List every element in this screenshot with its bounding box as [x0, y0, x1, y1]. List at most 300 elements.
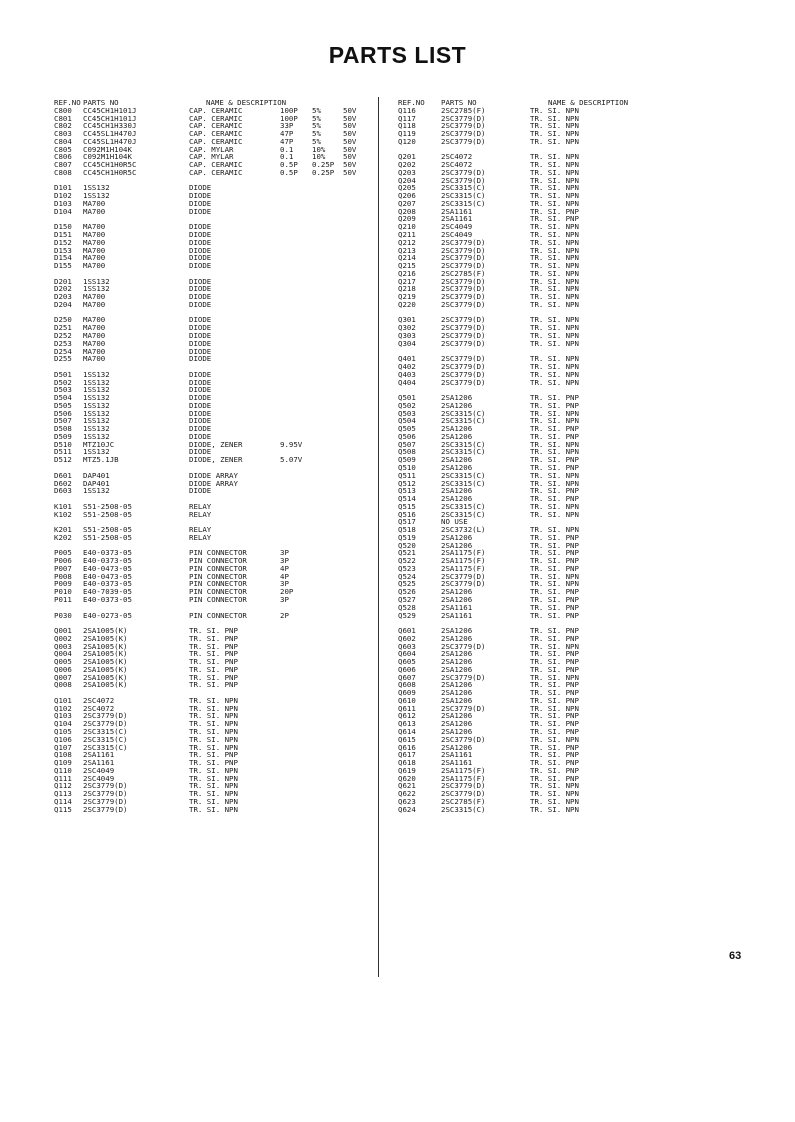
part-number: 2SC3779(D) [441, 703, 486, 713]
description: TR. SI. PNP [530, 455, 579, 465]
ref-no: D501 [54, 369, 72, 379]
description: DIODE [189, 330, 212, 340]
part-number: CC45CH1H101J [83, 113, 137, 123]
description: TR. SI. PNP [530, 486, 579, 496]
description: TR. SI. NPN [530, 268, 579, 278]
description: TR. SI. PNP [530, 540, 579, 550]
parts-row [398, 610, 579, 620]
ref-no: D151 [54, 230, 72, 240]
value: 0.5P [280, 160, 298, 170]
value: 33P [280, 121, 294, 131]
ref-no: Q301 [398, 315, 416, 325]
description: DIODE [189, 253, 212, 263]
description: TR. SI. PNP [530, 649, 579, 659]
ref-no: Q507 [398, 439, 416, 449]
ref-no: Q204 [398, 175, 416, 185]
ref-no: Q214 [398, 253, 416, 263]
description: TR. SI. PNP [189, 626, 238, 636]
part-number: E40-0273-05 [83, 610, 132, 620]
part-number: MTZ5.1JB [83, 455, 119, 465]
part-number: E40-0373-05 [83, 595, 132, 604]
description: RELAY [189, 532, 212, 542]
part-number: 2SA1206 [441, 424, 473, 434]
ref-no: Q002 [54, 633, 72, 643]
part-number: E40-0473-05 [83, 571, 132, 581]
description: TR. SI. NPN [189, 742, 238, 752]
description: TR. SI. NPN [189, 695, 238, 705]
value: 3P [280, 595, 289, 604]
part-number: 2SA1206 [441, 664, 473, 674]
ref-no: Q206 [398, 191, 416, 201]
description: TR. SI. NPN [530, 245, 579, 255]
parts-row [398, 377, 579, 387]
ref-no: Q212 [398, 237, 416, 247]
ref-no: Q514 [398, 494, 416, 504]
description: DIODE [189, 354, 212, 364]
description: DIODE [189, 245, 212, 255]
ref-no: Q519 [398, 532, 416, 542]
description: TR. SI. NPN [530, 160, 579, 170]
description: TR. SI. NPN [530, 781, 579, 791]
ref-no: Q525 [398, 579, 416, 589]
ref-no: Q403 [398, 369, 416, 379]
description: TR. SI. PNP [189, 750, 238, 760]
header-name-description: NAME & DESCRIPTION [548, 98, 629, 107]
part-number: 2SC3315(C) [441, 183, 486, 193]
ref-no: D503 [54, 385, 72, 395]
part-number: 2SC3732(L) [441, 525, 486, 535]
parts-row [54, 595, 289, 604]
ref-no: Q118 [398, 121, 416, 131]
page-title: PARTS LIST [328, 42, 467, 68]
value: 4P [280, 563, 289, 573]
description: TR. SI. PNP [530, 462, 579, 472]
description: PIN CONNECTOR [189, 595, 247, 604]
ref-no: Q210 [398, 222, 416, 232]
part-number: 2SC4049 [441, 230, 473, 240]
ref-no: Q201 [398, 152, 416, 162]
ref-no: D505 [54, 400, 72, 410]
description: TR. SI. NPN [530, 152, 579, 162]
description: PIN CONNECTOR [189, 587, 247, 597]
description: DIODE [189, 206, 212, 216]
ref-no: Q004 [54, 649, 72, 659]
ref-no: Q219 [398, 292, 416, 302]
description: TR. SI. NPN [530, 175, 579, 185]
description: CAP. CERAMIC [189, 113, 243, 123]
description: DIODE [189, 183, 212, 193]
parts-row [54, 486, 212, 496]
description: TR. SI. NPN [530, 338, 579, 348]
parts-row [54, 167, 357, 177]
description: TR. SI. NPN [189, 734, 238, 744]
description: DIODE [189, 369, 212, 379]
value: 0.1 [280, 144, 294, 154]
ref-no: Q617 [398, 750, 416, 760]
part-number: MA700 [83, 198, 106, 208]
description: TR. SI. NPN [530, 369, 579, 379]
description: TR. SI. PNP [530, 431, 579, 441]
description: TR. SI. NPN [530, 579, 579, 589]
ref-no: Q502 [398, 400, 416, 410]
description: TR. SI. PNP [530, 695, 579, 705]
ref-no: Q524 [398, 571, 416, 581]
value: 0.5P [280, 167, 298, 177]
part-number: 2SC3315(C) [441, 470, 486, 480]
part-number: 2SA1206 [441, 680, 473, 690]
part-number: 2SA1161 [441, 758, 473, 768]
part-number: 2SA1206 [441, 626, 473, 636]
ref-no: Q117 [398, 113, 416, 123]
description: RELAY [189, 501, 212, 511]
part-number: 2SC4072 [441, 160, 473, 170]
ref-no: K102 [54, 509, 72, 519]
part-number: 2SA1206 [441, 711, 473, 721]
description: TR. SI. PNP [530, 587, 579, 597]
ref-no: P010 [54, 587, 72, 597]
part-number: E40-0373-05 [83, 556, 132, 566]
part-number: 2SA1206 [441, 532, 473, 542]
part-number: 2SC3779(D) [441, 113, 486, 123]
ref-no: Q203 [398, 167, 416, 177]
description: TR. SI. PNP [189, 758, 238, 768]
description: TR. SI. NPN [189, 711, 238, 721]
ref-no: K202 [54, 532, 72, 542]
description: TR. SI. PNP [530, 602, 579, 612]
ref-no: Q304 [398, 338, 416, 348]
value: 100P [280, 105, 298, 115]
part-number: 2SA1005(K) [83, 657, 128, 667]
part-number: 1SS132 [83, 191, 110, 201]
parts-row [54, 299, 212, 309]
part-number: 2SC3779(D) [441, 377, 486, 387]
part-number: CC45CH1H101J [83, 105, 137, 115]
ref-no: Q526 [398, 587, 416, 597]
part-number: 2SC3779(D) [441, 330, 486, 340]
description: TR. SI. NPN [530, 703, 579, 713]
description: PIN CONNECTOR [189, 556, 247, 566]
ref-no: Q529 [398, 610, 416, 620]
part-number: 2SA1206 [441, 455, 473, 465]
ref-no: D512 [54, 455, 72, 465]
ref-no: Q510 [398, 462, 416, 472]
description: TR. SI. NPN [530, 292, 579, 302]
description: TR. SI. PNP [530, 711, 579, 721]
ref-no: D103 [54, 198, 72, 208]
ref-no: P007 [54, 563, 72, 573]
part-number: 2SA1175(F) [441, 556, 486, 566]
ref-no: Q202 [398, 160, 416, 170]
ref-no: Q209 [398, 214, 416, 224]
description: TR. SI. PNP [530, 688, 579, 698]
description: CAP. CERAMIC [189, 136, 243, 146]
ref-no: D153 [54, 245, 72, 255]
part-number: MA700 [83, 237, 106, 247]
part-number: S51-2508-05 [83, 501, 132, 511]
ref-no: Q516 [398, 509, 416, 519]
part-number: 1SS132 [83, 377, 110, 387]
ref-no: Q509 [398, 455, 416, 465]
part-number: 2SC3779(D) [441, 136, 486, 146]
parts-row [54, 261, 212, 271]
tolerance: 5% [312, 136, 321, 146]
part-number: DAP401 [83, 470, 110, 480]
part-number: 2SC3779(D) [83, 711, 128, 721]
description: TR. SI. PNP [530, 773, 579, 783]
ref-no: Q114 [54, 796, 72, 806]
ref-no: Q501 [398, 393, 416, 403]
part-number: C092M1H104K [83, 152, 132, 162]
description: TR. SI. NPN [189, 727, 238, 737]
part-number: MA700 [83, 253, 106, 263]
ref-no: Q602 [398, 633, 416, 643]
ref-no: Q208 [398, 206, 416, 216]
part-number: 2SA1161 [441, 750, 473, 760]
part-number: MA700 [83, 338, 106, 348]
description: TR. SI. NPN [530, 284, 579, 294]
description: DIODE [189, 198, 212, 208]
value: 3P [280, 579, 289, 589]
part-number: 2SA1206 [441, 657, 473, 667]
ref-no: C800 [54, 105, 72, 115]
description: TR. SI. PNP [530, 610, 579, 620]
part-number: 2SC2785(F) [441, 105, 486, 115]
description: TR. SI. PNP [189, 680, 238, 690]
part-number: MA700 [83, 315, 106, 325]
parts-row [54, 354, 212, 364]
part-number: 1SS132 [83, 486, 110, 496]
ref-no: D255 [54, 354, 72, 364]
ref-no: Q508 [398, 447, 416, 457]
value: 3P [280, 556, 289, 566]
header-ref-no: REF.NO [398, 98, 425, 107]
part-number: 2SC4049 [83, 765, 115, 775]
ref-no: D201 [54, 276, 72, 286]
voltage: 50V [343, 105, 357, 115]
description: TR. SI. NPN [530, 672, 579, 682]
part-number: MA700 [83, 261, 106, 271]
part-number: MA700 [83, 354, 106, 364]
ref-no: Q610 [398, 695, 416, 705]
description: TR. SI. NPN [530, 501, 579, 511]
ref-no: Q518 [398, 525, 416, 535]
part-number: 2SC3779(D) [441, 781, 486, 791]
voltage: 50V [343, 167, 357, 177]
description: TR. SI. PNP [530, 758, 579, 768]
part-number: 2SC3779(D) [441, 175, 486, 185]
description: RELAY [189, 525, 212, 535]
part-number: E40-0373-05 [83, 548, 132, 558]
value: 3P [280, 548, 289, 558]
ref-no: P008 [54, 571, 72, 581]
part-number: 2SA1161 [441, 214, 473, 224]
description: DIODE [189, 408, 212, 418]
parts-row [54, 680, 238, 690]
part-number: 1SS132 [83, 284, 110, 294]
part-number: 2SA1005(K) [83, 664, 128, 674]
header-ref-no: REF.NO [54, 98, 81, 107]
part-number: 2SA1206 [441, 719, 473, 729]
part-number: MA700 [83, 230, 106, 240]
part-number: 1SS132 [83, 447, 110, 457]
description: DIODE, ZENER [189, 455, 243, 465]
ref-no: Q615 [398, 734, 416, 744]
ref-no: Q527 [398, 595, 416, 604]
part-number: 2SA1175(F) [441, 765, 486, 775]
description: DIODE [189, 338, 212, 348]
part-number: 2SA1161 [83, 750, 115, 760]
ref-no: Q511 [398, 470, 416, 480]
parts-row [54, 455, 303, 465]
description: TR. SI. PNP [189, 633, 238, 643]
description: TR. SI. NPN [530, 136, 579, 146]
tolerance: 0.25P [312, 160, 335, 170]
part-number: 2SC3779(D) [441, 237, 486, 247]
description: TR. SI. NPN [530, 525, 579, 535]
value: 47P [280, 136, 294, 146]
description: RELAY [189, 509, 212, 519]
ref-no: Q218 [398, 284, 416, 294]
part-number: 2SA1206 [441, 595, 473, 604]
description: TR. SI. NPN [530, 230, 579, 240]
parts-list-left [54, 105, 357, 814]
tolerance: 10% [312, 152, 326, 162]
ref-no: D254 [54, 346, 72, 356]
part-number: 2SC3779(D) [441, 641, 486, 651]
part-number: 2SA1005(K) [83, 680, 128, 690]
part-number: 2SC4072 [83, 695, 115, 705]
ref-no: Q504 [398, 416, 416, 426]
ref-no: Q003 [54, 641, 72, 651]
description: TR. SI. NPN [189, 781, 238, 791]
tolerance: 10% [312, 144, 326, 154]
ref-no: Q401 [398, 354, 416, 364]
description: TR. SI. NPN [530, 470, 579, 480]
description: DIODE [189, 292, 212, 302]
tolerance: 0.25P [312, 167, 335, 177]
description: TR. SI. PNP [530, 424, 579, 434]
ref-no: Q618 [398, 758, 416, 768]
part-number: 2SA1161 [441, 602, 473, 612]
description: TR. SI. NPN [189, 789, 238, 799]
value: 4P [280, 571, 289, 581]
part-number: 2SC3315(C) [83, 734, 128, 744]
description: TR. SI. NPN [530, 362, 579, 372]
ref-no: C804 [54, 136, 72, 146]
description: DIODE [189, 424, 212, 434]
ref-no: Q103 [54, 711, 72, 721]
part-number: 2SC3779(D) [83, 796, 128, 806]
part-number: MA700 [83, 330, 106, 340]
description: TR. SI. NPN [530, 315, 579, 325]
ref-no: Q605 [398, 657, 416, 667]
description: TR. SI. PNP [530, 556, 579, 566]
ref-no: D155 [54, 261, 72, 271]
description: TR. SI. PNP [530, 206, 579, 216]
voltage: 50V [343, 136, 357, 146]
part-number: 2SC3315(C) [441, 191, 486, 201]
description: DIODE [189, 447, 212, 457]
part-number: S51-2508-05 [83, 532, 132, 542]
ref-no: D202 [54, 284, 72, 294]
ref-no: K201 [54, 525, 72, 535]
description: TR. SI. PNP [530, 494, 579, 504]
part-number: 2SA1206 [441, 431, 473, 441]
ref-no: Q105 [54, 727, 72, 737]
ref-no: Q523 [398, 563, 416, 573]
description: PIN CONNECTOR [189, 563, 247, 573]
ref-no: D601 [54, 470, 72, 480]
description: TR. SI. PNP [530, 664, 579, 674]
part-number: 2SA1161 [83, 758, 115, 768]
ref-no: D102 [54, 191, 72, 201]
part-number: 2SC3779(D) [83, 719, 128, 729]
part-number: 1SS132 [83, 393, 110, 403]
part-number: 2SA1175(F) [441, 773, 486, 783]
part-number: 2SC3779(D) [441, 253, 486, 263]
voltage: 50V [343, 144, 357, 154]
description: TR. SI. NPN [530, 276, 579, 286]
description: TR. SI. NPN [530, 377, 579, 387]
description: TR. SI. NPN [530, 478, 579, 488]
part-number: 1SS132 [83, 400, 110, 410]
part-number: 2SA1206 [441, 742, 473, 752]
description: TR. SI. NPN [189, 804, 238, 814]
part-number: 2SA1161 [441, 206, 473, 216]
part-number: 2SC3315(C) [441, 478, 486, 488]
part-number: 2SC3779(D) [441, 261, 486, 271]
description: TR. SI. NPN [530, 222, 579, 232]
header-parts-no: PARTS NO [441, 98, 477, 107]
ref-no: Q008 [54, 680, 72, 690]
ref-no: Q216 [398, 268, 416, 278]
ref-no: Q619 [398, 765, 416, 775]
part-number: 2SC3779(D) [441, 276, 486, 286]
part-number: 2SC3779(D) [441, 323, 486, 333]
parts-row [398, 804, 579, 814]
description: CAP. CERAMIC [189, 105, 243, 115]
description: TR. SI. PNP [530, 719, 579, 729]
ref-no: Q517 [398, 517, 416, 527]
header-parts-no: PARTS NO [83, 98, 119, 107]
description: TR. SI. PNP [189, 649, 238, 659]
ref-no: C806 [54, 152, 72, 162]
description: TR. SI. PNP [530, 532, 579, 542]
description: TR. SI. NPN [530, 509, 579, 519]
description: TR. SI. NPN [530, 330, 579, 340]
part-number: DAP401 [83, 478, 110, 488]
description: TR. SI. PNP [530, 214, 579, 224]
part-number: 2SC2785(F) [441, 268, 486, 278]
part-number: C092M1H104K [83, 144, 132, 154]
part-number: 2SC3315(C) [441, 509, 486, 519]
description: TR. SI. PNP [530, 657, 579, 667]
ref-no: D250 [54, 315, 72, 325]
ref-no: Q107 [54, 742, 72, 752]
description: TR. SI. PNP [530, 548, 579, 558]
description: TR. SI. NPN [189, 765, 238, 775]
value: 100P [280, 113, 298, 123]
part-number: 2SC3779(D) [441, 292, 486, 302]
part-number: 2SC4049 [83, 773, 115, 783]
ref-no: Q120 [398, 136, 416, 146]
ref-no: D203 [54, 292, 72, 302]
part-number: 2SA1206 [441, 587, 473, 597]
part-number: NO USE [441, 517, 468, 527]
description: TR. SI. PNP [530, 563, 579, 573]
description: DIODE ARRAY [189, 470, 238, 480]
tolerance: 5% [312, 113, 321, 123]
